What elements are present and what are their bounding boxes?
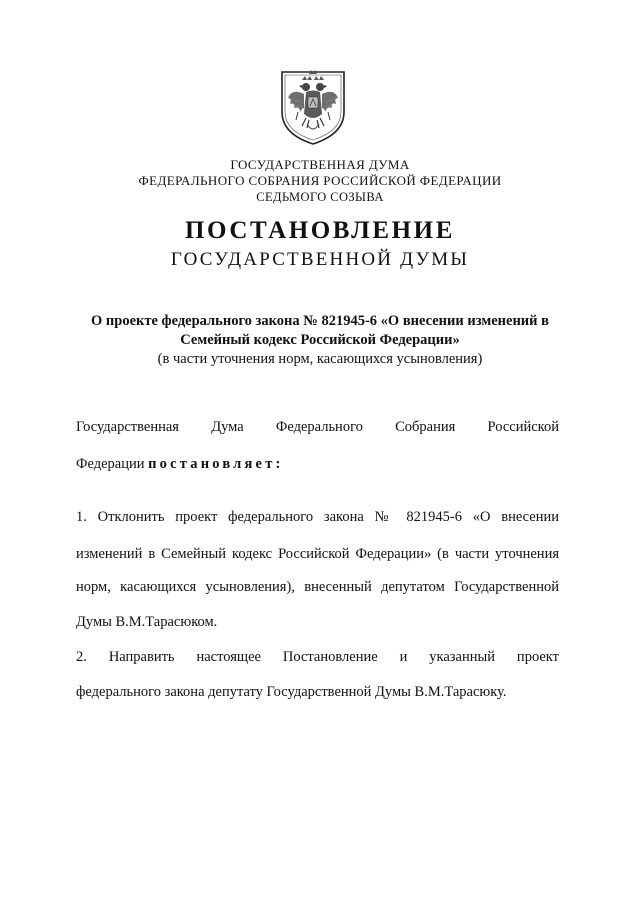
item-1-line-4: Думы В.М.Тарасюком. bbox=[76, 614, 218, 630]
convocation-line: СЕДЬМОГО СОЗЫВА bbox=[256, 190, 384, 204]
item-1-line-1: 1. Отклонить проект федерального закона № 821945-6 «О внесении bbox=[76, 509, 559, 525]
document-issuer-heading: ГОСУДАРСТВЕННОЙ ДУМЫ bbox=[170, 249, 470, 270]
decree-word: постановляет: bbox=[148, 456, 284, 472]
subject-line-1: О проекте федерального закона № 821945-6 «О внесении изменений в bbox=[91, 313, 549, 329]
subject-note: (в части уточнения норм, касающихся усыновления) bbox=[157, 351, 483, 367]
preamble-line-1: Государственная Дума Федерального Собрания Российской bbox=[76, 419, 559, 435]
item-1-line-2: изменений в Семейный кодекс Российской Федерации» (в части уточнения bbox=[76, 546, 559, 562]
item-2-line-2: федерального закона депутату Государственной Думы В.М.Тарасюку. bbox=[76, 684, 507, 700]
preamble-line-2-start: Федерации bbox=[76, 456, 145, 472]
item-1-line-3: норм, касающихся усыновления), внесенный депутатом Государственной bbox=[76, 579, 559, 595]
document-type-heading: ПОСТАНОВЛЕНИЕ bbox=[184, 217, 456, 244]
org-name-line-2: ФЕДЕРАЛЬНОГО СОБРАНИЯ РОССИЙСКОЙ ФЕДЕРАЦИИ bbox=[138, 173, 502, 188]
item-2-line-1: 2. Направить настоящее Постановление и указанный проект bbox=[76, 649, 559, 665]
org-name-line-1: ГОСУДАРСТВЕННАЯ ДУМА bbox=[230, 157, 410, 172]
subject-line-2: Семейный кодекс Российской Федерации» bbox=[180, 332, 460, 348]
coat-of-arms-icon bbox=[276, 68, 350, 146]
document-subject bbox=[60, 312, 580, 350]
preamble-line-2 bbox=[76, 455, 559, 474]
